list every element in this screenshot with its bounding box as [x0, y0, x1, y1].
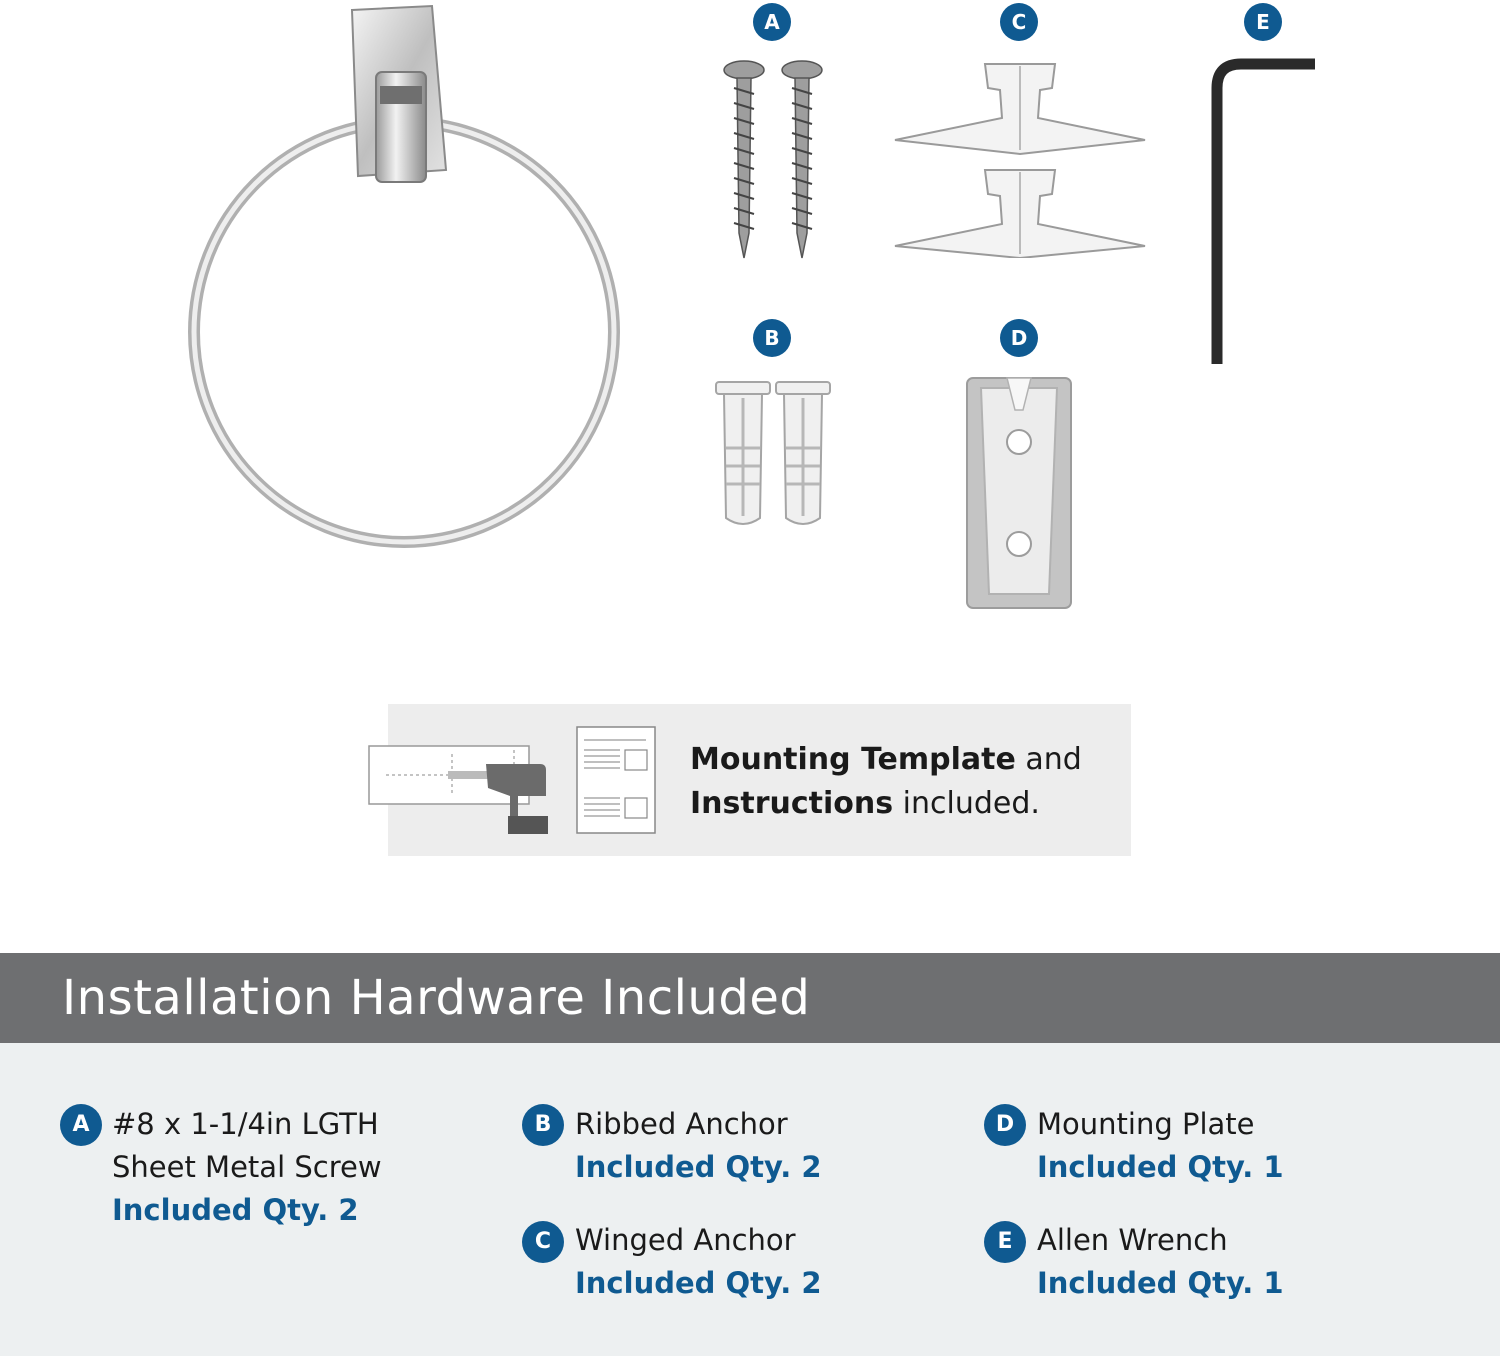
item-d-title: Mounting Plate [1037, 1107, 1255, 1141]
drill-template-icon [368, 744, 558, 836]
instructions-bold: Instructions [690, 786, 894, 821]
item-b-badge: B [522, 1104, 564, 1146]
item-d-badge: D [984, 1104, 1026, 1146]
item-b-qty: Included Qty. 2 [575, 1150, 822, 1184]
item-a-qty: Included Qty. 2 [112, 1193, 359, 1227]
item-e-badge: E [984, 1221, 1026, 1263]
template-rest: and [1015, 742, 1082, 777]
item-c-badge: C [522, 1221, 564, 1263]
allen-wrench-image [1205, 58, 1320, 370]
item-c-qty: Included Qty. 2 [575, 1266, 822, 1300]
badge-a: A [753, 3, 791, 41]
item-e-qty: Included Qty. 1 [1037, 1266, 1284, 1300]
instructions-rest: included. [893, 786, 1040, 821]
badge-e: E [1244, 3, 1282, 41]
section-title: Installation Hardware Included [62, 970, 811, 1026]
item-e-title: Allen Wrench [1037, 1223, 1228, 1257]
badge-d: D [1000, 319, 1038, 357]
towel-ring-image [170, 0, 640, 550]
item-a-title-line1: #8 x 1-1/4in LGTH [112, 1107, 379, 1141]
item-b-title: Ribbed Anchor [575, 1107, 788, 1141]
badge-c: C [1000, 3, 1038, 41]
ribbed-anchors-image [712, 378, 834, 530]
mounting-plate-image [963, 374, 1075, 612]
template-bold: Mounting Template [690, 742, 1016, 777]
badge-b: B [753, 319, 791, 357]
item-d-qty: Included Qty. 1 [1037, 1150, 1284, 1184]
screws-image [715, 58, 830, 263]
item-a-title-line2: Sheet Metal Screw [112, 1150, 382, 1184]
instructions-sheet-icon [576, 726, 658, 836]
item-c-title: Winged Anchor [575, 1223, 796, 1257]
template-banner-text [690, 738, 1082, 826]
winged-anchors-image [890, 58, 1150, 258]
item-a-badge: A [60, 1104, 102, 1146]
